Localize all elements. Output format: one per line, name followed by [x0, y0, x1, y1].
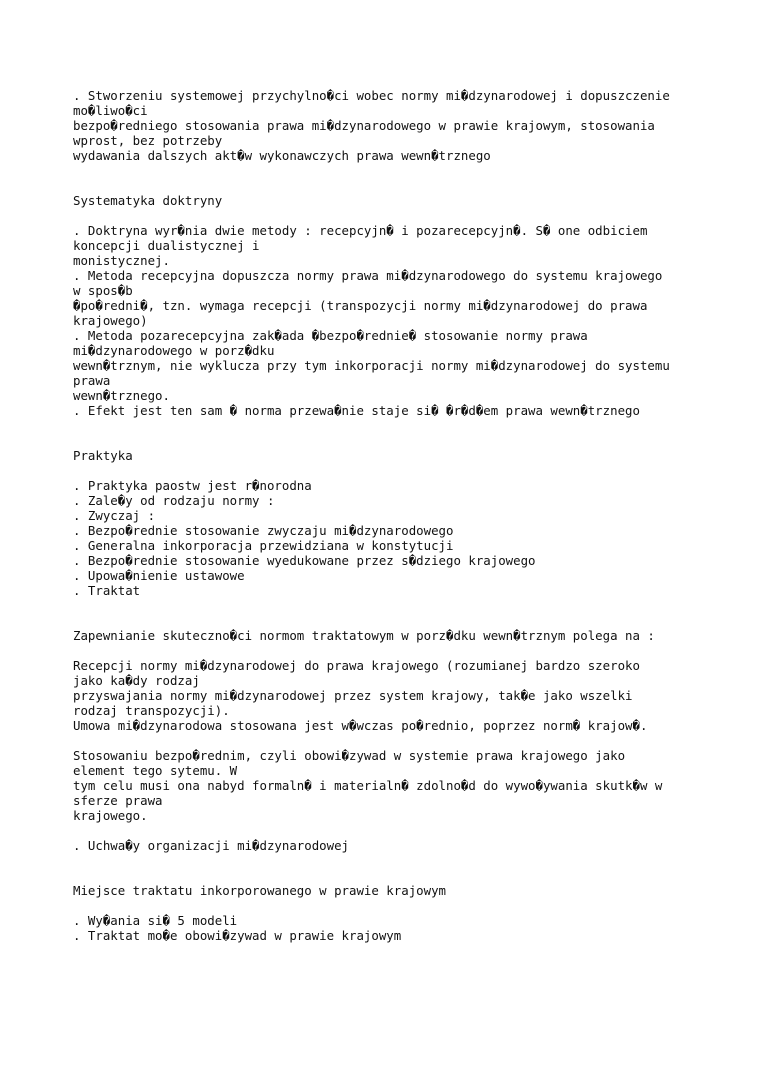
text-block: [73, 838, 713, 883]
text-line: koncepcji dualistycznej i: [73, 238, 260, 253]
blank-line: [73, 898, 713, 913]
text-line: krajowego): [73, 313, 148, 328]
text-line: Umowa mi�dzynarodowa stosowana jest w�wczas po�rednio, poprzez norm� krajow�.: [73, 718, 648, 733]
text-line: Recepcji normy mi�dzynarodowej do prawa krajowego (rozumianej bardzo szeroko: [73, 658, 640, 673]
text-line: mo�liwo�ci: [73, 103, 148, 118]
blank-line: [73, 643, 713, 658]
text-block: [73, 448, 713, 478]
text-line: . Bezpo�rednie stosowanie zwyczaju mi�dzynarodowego: [73, 523, 454, 538]
text-line: . Traktat mo�e obowi�zywad w prawie krajowym: [73, 928, 402, 943]
text-block: [73, 478, 713, 628]
text-line: jako ka�dy rodzaj: [73, 673, 200, 688]
text-line: . Zwyczaj :: [73, 508, 156, 523]
blank-line: [73, 733, 713, 748]
text-block: [73, 628, 713, 658]
blank-line: [73, 613, 713, 628]
text-block: [73, 748, 713, 838]
text-line: element tego sytemu. W: [73, 763, 238, 778]
text-line: krajowego.: [73, 808, 148, 823]
text-block: [73, 193, 713, 223]
blank-line: [73, 598, 713, 613]
text-block: [73, 88, 713, 193]
blank-line: [73, 163, 713, 178]
text-line: . Traktat: [73, 583, 141, 598]
text-line: . Wy�ania si� 5 modeli: [73, 913, 238, 928]
text-line: sferze prawa: [73, 793, 163, 808]
text-line: . Zale�y od rodzaju normy :: [73, 493, 275, 508]
text-line: wprost, bez potrzeby: [73, 133, 223, 148]
text-line: Systematyka doktryny: [73, 193, 223, 208]
text-line: . Generalna inkorporacja przewidziana w konstytucji: [73, 538, 454, 553]
text-line: . Bezpo�rednie stosowanie wyedukowane przez s�dziego krajowego: [73, 553, 536, 568]
text-line: wewn�trznym, nie wyklucza przy tym inkorporacji normy mi�dzynarodowej do systemu: [73, 358, 670, 373]
text-line: Stosowaniu bezpo�rednim, czyli obowi�zywad w systemie prawa krajowego jako: [73, 748, 626, 763]
text-line: . Uchwa�y organizacji mi�dzynarodowej: [73, 838, 350, 853]
text-line: . Metoda pozarecepcyjna zak�ada �bezpo�rednie� stosowanie normy prawa: [73, 328, 588, 343]
text-line: mi�dzynarodowego w porz�dku: [73, 343, 275, 358]
blank-line: [73, 463, 713, 478]
text-line: w spos�b: [73, 283, 133, 298]
text-line: monistycznej.: [73, 253, 170, 268]
text-line: . Efekt jest ten sam � norma przewa�nie staje si� �r�d�em prawa wewn�trznego: [73, 403, 640, 418]
text-line: Zapewnianie skuteczno�ci normom traktatowym w porz�dku wewn�trznym polega na :: [73, 628, 655, 643]
blank-line: [73, 418, 713, 433]
text-block: [73, 658, 713, 748]
text-line: tym celu musi ona nabyd formaln� i materialn� zdolno�d do wywo�ywania skutk�w w: [73, 778, 663, 793]
text-block: [73, 883, 713, 913]
text-line: bezpo�redniego stosowania prawa mi�dzynarodowego w prawie krajowym, stosowania: [73, 118, 655, 133]
text-line: �po�redni�, tzn. wymaga recepcji (transpozycji normy mi�dzynarodowej do prawa: [73, 298, 648, 313]
text-line: przyswajania normy mi�dzynarodowej przez system krajowy, tak�e jako wszelki: [73, 688, 633, 703]
text-line: Praktyka: [73, 448, 133, 463]
text-line: Miejsce traktatu inkorporowanego w prawie krajowym: [73, 883, 446, 898]
text-line: . Doktryna wyr�nia dwie metody : recepcyjn� i pozarecepcyjn�. S� one odbiciem: [73, 223, 648, 238]
text-line: . Metoda recepcyjna dopuszcza normy prawa mi�dzynarodowego do systemu krajowego: [73, 268, 663, 283]
document-text: [73, 88, 713, 943]
text-block: [73, 913, 713, 943]
text-line: . Praktyka paostw jest r�norodna: [73, 478, 312, 493]
blank-line: [73, 823, 713, 838]
text-line: wydawania dalszych akt�w wykonawczych prawa wewn�trznego: [73, 148, 491, 163]
text-line: prawa: [73, 373, 111, 388]
text-line: . Upowa�nienie ustawowe: [73, 568, 245, 583]
text-block: [73, 223, 713, 448]
blank-line: [73, 208, 713, 223]
text-line: . Stworzeniu systemowej przychylno�ci wobec normy mi�dzynarodowej i dopuszczenie: [73, 88, 670, 103]
text-line: wewn�trznego.: [73, 388, 170, 403]
blank-line: [73, 853, 713, 868]
text-line: rodzaj transpozycji).: [73, 703, 230, 718]
blank-line: [73, 178, 713, 193]
blank-line: [73, 433, 713, 448]
blank-line: [73, 868, 713, 883]
